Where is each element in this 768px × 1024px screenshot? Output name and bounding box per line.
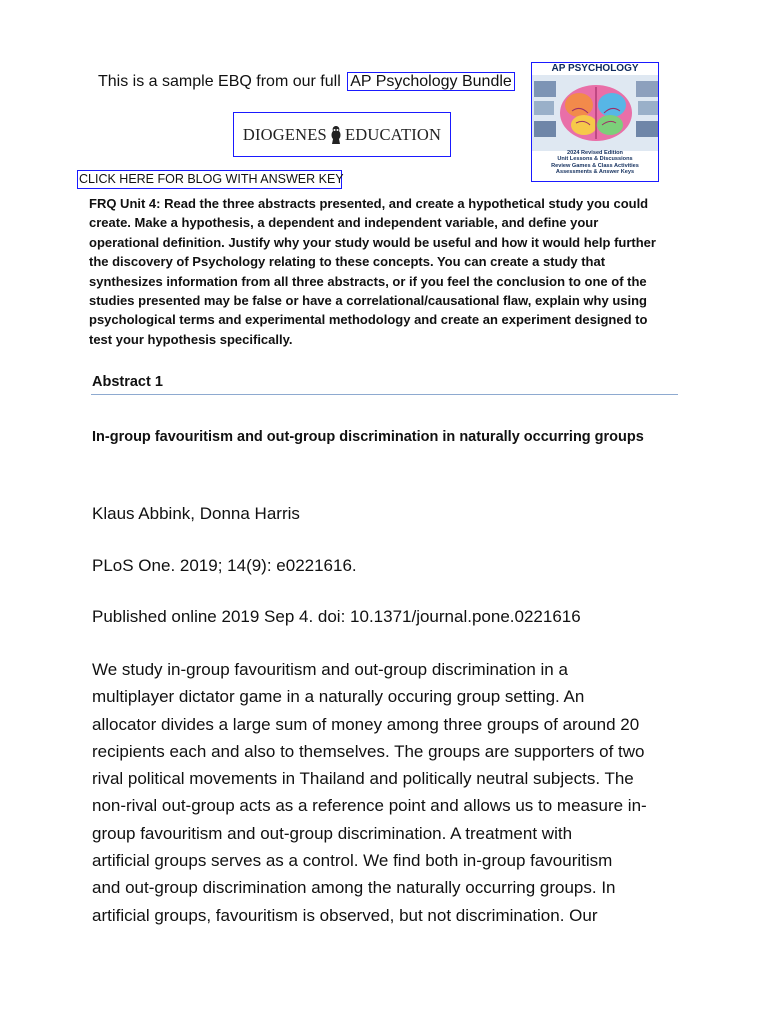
abstract-body xyxy=(92,656,682,929)
frq-prompt: FRQ Unit 4: Read the three abstracts presented, and create a hypothetical study you could create. Make a hypothesis, a dependent and independent variable, and define your operational definition. Justify why your study would be useful and how it would help further the discovery of Psychology relating to these concepts. You can create a study that synthesizes information from all three abstracts, or if you feel the conclusion to one of the studies presented may be false or have a correlational/causational flaw, explain why using psychological terms and experimental methodology and create an experiment designed to test your hypothesis specifically. xyxy=(89,196,656,347)
body-line: allocator divides a large sum of money among three groups of around 20 xyxy=(92,714,640,734)
logo-text-right: EDUCATION xyxy=(344,124,442,144)
paper-journal: PLoS One. 2019; 14(9): e0221616. xyxy=(92,556,357,575)
paper-published: Published online 2019 Sep 4. doi: 10.1371/journal.pone.0221616 xyxy=(92,607,581,626)
brain-illustration xyxy=(532,75,659,151)
bundle-cover-image[interactable] xyxy=(531,62,659,182)
paper-authors: Klaus Abbink, Donna Harris xyxy=(92,504,300,523)
cover-line-1: Unit Lessons & Discussions xyxy=(557,156,633,163)
body-line: artificial groups serves as a control. We find both in-group favouritism xyxy=(92,851,613,871)
cover-edition: 2024 Revised Edition xyxy=(567,150,623,156)
body-line: group favouritism and out-group discrimination. A treatment with xyxy=(92,823,573,843)
cover-line-2: Review Games & Class Activities xyxy=(551,162,639,169)
paper-title: In-group favouritism and out-group discrimination in naturally occurring groups xyxy=(92,429,644,445)
intro-text: This is a sample EBQ from our full xyxy=(98,73,341,90)
cover-caption xyxy=(532,150,658,176)
body-line: non-rival out-group acts as a reference point and allows us to measure in- xyxy=(92,796,647,816)
body-line: multiplayer dictator game in a naturally occuring group setting. An xyxy=(92,687,585,707)
diogenes-education-logo[interactable] xyxy=(233,112,451,157)
body-line: artificial groups, favouritism is observed, but not discrimination. Our xyxy=(92,905,598,925)
body-line: rival political movements in Thailand and politically neutral subjects. The xyxy=(92,769,634,789)
cover-title: AP PSYCHOLOGY xyxy=(551,63,639,74)
body-line: We study in-group favouritism and out-group discrimination in a xyxy=(92,660,568,679)
cover-line-3: Assessments & Answer Keys xyxy=(555,169,635,176)
heading-divider xyxy=(91,394,678,395)
intro-line xyxy=(98,72,515,92)
blog-answer-key-link[interactable]: CLICK HERE FOR BLOG WITH ANSWER KEY xyxy=(77,170,342,189)
owl-lamp-icon xyxy=(329,125,343,145)
ap-psychology-bundle-link[interactable]: AP Psychology Bundle xyxy=(347,72,515,91)
logo-text-left: DIOGENES xyxy=(242,124,327,144)
body-line: recipients each and also to themselves. The groups are supporters of two xyxy=(92,741,645,761)
abstract-heading: Abstract 1 xyxy=(92,374,163,390)
body-line: and out-group discrimination among the naturally occurring groups. In xyxy=(92,878,616,898)
